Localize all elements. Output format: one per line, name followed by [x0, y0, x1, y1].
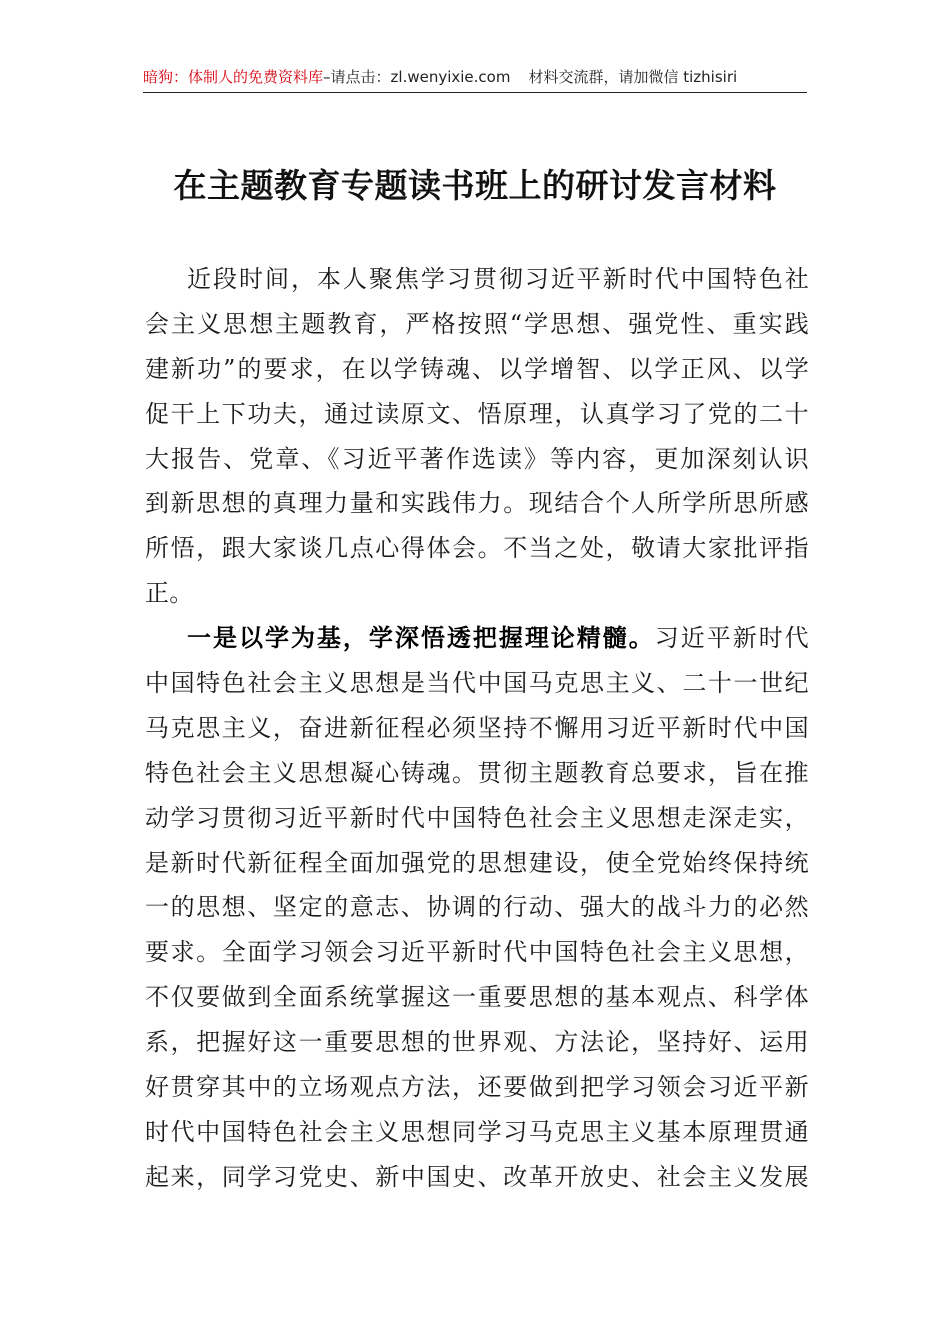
- header-link-prompt: –请点击：: [323, 68, 391, 86]
- paragraph-line: 起来，同学习党史、新中国史、改革开放史、社会主义发展: [145, 1162, 809, 1191]
- section-heading-line: [145, 616, 809, 661]
- paragraph-line: 到新思想的真理力量和实践伟力。现结合个人所学所思所感: [145, 489, 809, 518]
- section-heading: 一是以学为基，学深悟透把握理论精髓。: [187, 623, 655, 653]
- paragraph-line: 动学习贯彻习近平新时代中国特色社会主义思想走深走实，: [145, 803, 809, 832]
- header-contact: 材料交流群，请加微信 tizhisiri: [528, 68, 738, 86]
- paragraph-line: 建新功”的要求，在以学铸魂、以学增智、以学正风、以学: [145, 354, 809, 383]
- paragraph-line: 时代中国特色社会主义思想同学习马克思主义基本原理贯通: [145, 1117, 809, 1146]
- paragraph-line: 中国特色社会主义思想是当代中国马克思主义、二十一世纪: [145, 669, 809, 698]
- paragraph-line: 好贯穿其中的立场观点方法，还要做到把学习领会习近平新: [145, 1073, 809, 1102]
- page-header: [143, 62, 807, 93]
- paragraph-line: 马克思主义，奋进新征程必须坚持不懈用习近平新时代中国: [145, 713, 809, 742]
- section-heading-continuation: 习近平新时代: [654, 624, 809, 653]
- header-brand: 暗狗：体制人的免费资料库: [143, 68, 324, 86]
- paragraph-line: 是新时代新征程全面加强党的思想建设，使全党始终保持统: [145, 848, 809, 877]
- paragraph-line: 不仅要做到全面系统掌握这一重要思想的基本观点、科学体: [145, 983, 809, 1012]
- paragraph-line: 会主义思想主题教育，严格按照“学思想、强党性、重实践: [145, 309, 809, 338]
- paragraph-line: 所悟，跟大家谈几点心得体会。不当之处，敬请大家批评指: [145, 534, 809, 563]
- header-url-link[interactable]: zl.wenyixie.com: [390, 68, 511, 86]
- paragraph-line: 正。: [145, 579, 194, 608]
- document-title: 在主题教育专题读书班上的研讨发言材料: [173, 166, 777, 205]
- paragraph-line: 系，把握好这一重要思想的世界观、方法论，坚持好、运用: [145, 1028, 809, 1057]
- paragraph-line: 要求。全面学习领会习近平新时代中国特色社会主义思想，: [145, 938, 809, 967]
- document-body: [145, 257, 809, 1200]
- paragraph-line: 近段时间，本人聚焦学习贯彻习近平新时代中国特色社: [187, 265, 809, 293]
- paragraph-line: 特色社会主义思想凝心铸魂。贯彻主题教育总要求，旨在推: [145, 758, 809, 787]
- paragraph-line: 大报告、党章、《习近平著作选读》等内容，更加深刻认识: [145, 444, 809, 473]
- paragraph-line: 一的思想、坚定的意志、协调的行动、强大的战斗力的必然: [145, 893, 809, 922]
- paragraph-line: 促干上下功夫，通过读原文、悟原理，认真学习了党的二十: [145, 399, 809, 428]
